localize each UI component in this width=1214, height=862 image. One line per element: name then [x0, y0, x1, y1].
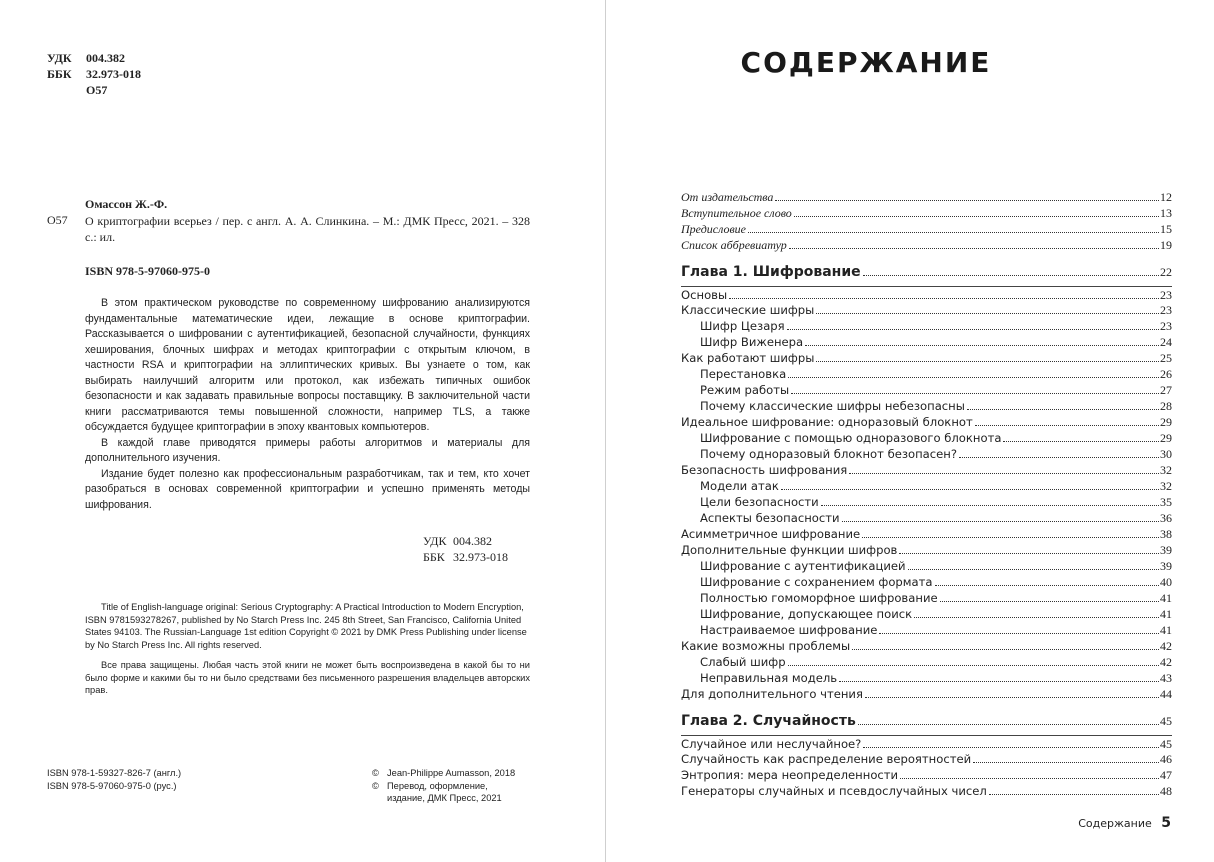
toc-page-number: 47 — [1160, 768, 1172, 782]
toc-leader-dots — [821, 505, 1159, 506]
toc-entry — [681, 511, 1172, 527]
toc-leader-dots — [791, 393, 1159, 394]
original-title-notice: Title of English-language original: Serious Cryptography: A Practical Introduction to Modern Encryption, ISBN 9781593278267, published by No Starch Press Inc. 245 8th Street, San Francisco, California United States 94103. The Russian-Language 1st edition Copyright © 2021 by DMK Press Publishing under license by No Starch Press Inc. All rights reserved. — [85, 602, 527, 651]
toc-entry-title: Слабый шифр — [700, 655, 786, 669]
toc-page-number: 39 — [1160, 543, 1172, 557]
isbn-main: ISBN 978-5-97060-975-0 — [85, 264, 210, 278]
toc-entry-title: Почему одноразовый блокнот безопасен? — [700, 447, 958, 461]
rights-notice: Все права защищены. Любая часть этой книги не может быть воспроизведена в какой бы то ни было форме и какими бы то ни было средствами без письменного разрешения владельцев авторских прав. — [85, 660, 530, 696]
toc-entry — [681, 383, 1172, 399]
toc-entry — [681, 190, 1172, 206]
toc-page-number: 41 — [1160, 591, 1172, 605]
toc-page-number: 19 — [1160, 238, 1172, 252]
toc-leader-dots — [729, 298, 1159, 299]
toc-page-number: 15 — [1160, 222, 1172, 236]
toc-entry-title: Идеальное шифрование: одноразовый блокнот — [681, 415, 973, 429]
toc-entry — [681, 479, 1172, 495]
toc-page-number: 25 — [1160, 351, 1172, 365]
toc-leader-dots — [858, 724, 1159, 725]
toc-leader-dots — [899, 553, 1159, 554]
toc-entry — [681, 752, 1172, 768]
toc-entry-title: Какие возможны проблемы — [681, 639, 851, 653]
classification-codes — [47, 50, 141, 98]
toc-page-number: 12 — [1160, 190, 1172, 204]
toc-entry — [681, 735, 1172, 752]
toc-entry-title: Модели атак — [700, 479, 779, 493]
code-row — [423, 533, 508, 549]
toc-entry — [681, 238, 1172, 254]
toc-entry-title: Безопасность шифрования — [681, 463, 848, 477]
toc-entry-title: Генераторы случайных и псевдослучайных чисел — [681, 784, 987, 798]
toc-entry — [681, 607, 1172, 623]
toc-leader-dots — [973, 762, 1159, 763]
toc-leader-dots — [940, 601, 1159, 602]
toc-leader-dots — [839, 681, 1159, 682]
toc-entry — [681, 559, 1172, 575]
toc-entry-title: Вступительное слово — [681, 206, 792, 220]
toc-page-number: 23 — [1160, 303, 1172, 317]
toc-entry — [681, 463, 1172, 479]
code-row — [47, 50, 141, 66]
table-of-contents — [681, 190, 1172, 800]
isbn-entry: ISBN 978-1-59327-826-7 (англ.) — [47, 768, 182, 778]
toc-entry-title: Перестановка — [700, 367, 787, 381]
right-page — [606, 0, 1214, 862]
code-key: УДК — [47, 51, 72, 65]
toc-entry — [681, 303, 1172, 319]
toc-entry-title: Шифрование с сохранением формата — [700, 575, 933, 589]
toc-leader-dots — [787, 329, 1159, 330]
toc-entry — [681, 431, 1172, 447]
copyright-text: Перевод, оформление, издание, ДМК Пресс, 2021 — [387, 780, 502, 804]
code-value: 32.973-018 — [453, 550, 508, 564]
toc-leader-dots — [775, 200, 1159, 201]
toc-entry — [681, 367, 1172, 383]
toc-leader-dots — [908, 569, 1159, 570]
toc-page-number: 41 — [1160, 607, 1172, 621]
toc-entry-title: Шифрование с помощью одноразового блокнота — [700, 431, 1002, 445]
code-value: 004.382 — [453, 534, 492, 548]
toc-page-number: 27 — [1160, 383, 1172, 397]
toc-entry-title: Шифрование с аутентификацией — [700, 559, 906, 573]
toc-entry-title: Полностью гомоморфное шифрование — [700, 591, 938, 605]
toc-entry — [681, 543, 1172, 559]
toc-entry — [681, 671, 1172, 687]
toc-page-number: 42 — [1160, 639, 1172, 653]
toc-page-number: 35 — [1160, 495, 1172, 509]
toc-entry — [681, 399, 1172, 415]
toc-entry-title: Шифр Цезаря — [700, 319, 785, 333]
isbn-entry: ISBN 978-5-97060-975-0 (рус.) — [47, 780, 177, 791]
toc-entry — [681, 575, 1172, 591]
toc-entry-title: Случайное или неслучайное? — [681, 737, 862, 751]
toc-entry — [681, 591, 1172, 607]
toc-page-number: 22 — [1160, 265, 1172, 279]
code-key: УДК — [423, 534, 447, 548]
code-key — [47, 82, 86, 98]
annotation-paragraph: Издание будет полезно как профессиональным разработчикам, так и тем, кто хочет разобраться в основах современной криптографии и успешно применять методы шифрования. — [85, 467, 530, 511]
copyright-entry — [372, 780, 527, 805]
toc-entry-title: Случайность как распределение вероятностей — [681, 752, 972, 766]
toc-entry-title: Глава 1. Шифрование — [681, 264, 861, 280]
toc-entry-title: Основы — [681, 288, 728, 302]
toc-leader-dots — [989, 794, 1159, 795]
author-heading: Омассон Ж.-Ф. — [85, 197, 168, 211]
code-row — [47, 82, 141, 98]
left-page — [0, 0, 605, 862]
toc-chapter-entry — [681, 713, 1172, 735]
toc-entry-title: Классические шифры — [681, 303, 815, 317]
toc-entry-title: Список аббревиатур — [681, 238, 787, 252]
toc-leader-dots — [865, 697, 1159, 698]
toc-leader-dots — [863, 275, 1159, 276]
toc-page-number: 26 — [1160, 367, 1172, 381]
toc-leader-dots — [967, 409, 1159, 410]
toc-page-number: 44 — [1160, 687, 1172, 701]
toc-leader-dots — [794, 216, 1159, 217]
toc-entry-title: Для дополнительного чтения — [681, 687, 863, 701]
code-row — [47, 66, 141, 82]
toc-entry-title: Шифр Виженера — [700, 335, 804, 349]
annotation — [85, 296, 530, 513]
toc-page-number: 13 — [1160, 206, 1172, 220]
toc-entry-title: Энтропия: мера неопределенности — [681, 768, 899, 782]
toc-entry-title: Цели безопасности — [700, 495, 819, 509]
page-number: 5 — [1161, 815, 1171, 831]
toc-entry — [681, 495, 1172, 511]
toc-entry-title: Неправильная модель — [700, 671, 838, 685]
toc-page-number: 43 — [1160, 671, 1172, 685]
toc-entry — [681, 639, 1172, 655]
toc-leader-dots — [935, 585, 1160, 586]
toc-leader-dots — [879, 633, 1159, 634]
toc-entry-title: Почему классические шифры небезопасны — [700, 399, 965, 413]
toc-leader-dots — [975, 425, 1159, 426]
code-value: 32.973-018 — [86, 67, 141, 81]
toc-page-number: 32 — [1160, 463, 1172, 477]
toc-entry — [681, 768, 1172, 784]
toc-page-number: 39 — [1160, 559, 1172, 573]
toc-page-number: 38 — [1160, 527, 1172, 541]
toc-page-number: 23 — [1160, 319, 1172, 333]
toc-chapter-entry — [681, 264, 1172, 286]
toc-entry-title: От издательства — [681, 190, 774, 204]
toc-page-number: 30 — [1160, 447, 1172, 461]
toc-entry-title: Как работают шифры — [681, 351, 815, 365]
toc-entry-title: Глава 2. Случайность — [681, 713, 856, 729]
toc-page-number: 42 — [1160, 655, 1172, 669]
code-key: ББК — [423, 550, 445, 564]
toc-page-number: 46 — [1160, 752, 1172, 766]
bibliographic-line: О криптографии всерьез / пер. с англ. А. А. Слинкина. – М.: ДМК Пресс, 2021. – 328 с.: ил. — [85, 214, 530, 244]
toc-leader-dots — [788, 377, 1159, 378]
copyright-list — [372, 767, 527, 805]
toc-leader-dots — [1003, 441, 1159, 442]
toc-entry — [681, 319, 1172, 335]
copyright-symbol: © — [372, 768, 379, 778]
toc-page-number: 28 — [1160, 399, 1172, 413]
toc-page-number: 40 — [1160, 575, 1172, 589]
toc-leader-dots — [748, 232, 1159, 233]
toc-entry-title: Настраиваемое шифрование — [700, 623, 878, 637]
toc-page-number: 29 — [1160, 431, 1172, 445]
toc-entry — [681, 351, 1172, 367]
toc-entry — [681, 286, 1172, 303]
toc-entry — [681, 655, 1172, 671]
toc-entry — [681, 415, 1172, 431]
toc-entry — [681, 623, 1172, 639]
toc-page-number: 41 — [1160, 623, 1172, 637]
toc-entry — [681, 687, 1172, 703]
copyright-entry — [372, 767, 527, 780]
toc-leader-dots — [816, 313, 1159, 314]
code-row — [423, 549, 508, 565]
toc-title: СОДЕРЖАНИЕ — [740, 46, 992, 79]
toc-leader-dots — [959, 457, 1159, 458]
toc-entry-title: Асимметричное шифрование — [681, 527, 861, 541]
toc-leader-dots — [781, 489, 1159, 490]
toc-leader-dots — [900, 778, 1159, 779]
toc-page-number: 36 — [1160, 511, 1172, 525]
annotation-paragraph: В этом практическом руководстве по современному шифрованию анализируются фундаментальные математические идеи, лежащие в основе криптографии. Рассказывается о шифровании с аутентификацией, безопасной случайности, функциях хеширования, блочных шифрах и методах криптографии с открытым ключом, в частности RSA и криптографии на эллиптических кривых. Вы узнаете о том, как выбирать наилучший алгоритм или протокол, как избежать типичных ошибок безопасности и как задавать правильные вопросы поставщику. В заключительной части книги рассматриваются темы повышенной сложности, например TLS, а также обсуждается будущее криптографии в эпоху квантовых компьютеров. — [85, 297, 530, 433]
code-key: ББК — [47, 67, 72, 81]
book-code-mark: О57 — [47, 213, 68, 227]
toc-entry — [681, 206, 1172, 222]
toc-entry-title: Режим работы — [700, 383, 790, 397]
toc-entry-title: Шифрование, допускающее поиск — [700, 607, 913, 621]
toc-leader-dots — [805, 345, 1159, 346]
toc-leader-dots — [842, 521, 1159, 522]
toc-page-number: 45 — [1160, 737, 1172, 751]
toc-entry — [681, 527, 1172, 543]
toc-entry — [681, 447, 1172, 463]
annotation-paragraph: В каждой главе приводятся примеры работы алгоритмов и материалы для дополнительного изучения. — [85, 436, 530, 464]
toc-leader-dots — [789, 248, 1159, 249]
toc-page-number: 48 — [1160, 784, 1172, 798]
toc-leader-dots — [816, 361, 1159, 362]
page-footer — [1078, 815, 1171, 831]
toc-page-number: 29 — [1160, 415, 1172, 429]
toc-entry — [681, 335, 1172, 351]
toc-entry-title: Аспекты безопасности — [700, 511, 840, 525]
toc-leader-dots — [788, 665, 1159, 666]
toc-leader-dots — [852, 649, 1159, 650]
classification-codes-bottom — [423, 533, 508, 565]
copyright-symbol: © — [372, 780, 379, 791]
toc-entry — [681, 784, 1172, 800]
toc-leader-dots — [862, 537, 1159, 538]
toc-entry-title: Предисловие — [681, 222, 747, 236]
toc-leader-dots — [914, 617, 1159, 618]
code-value: 004.382 — [86, 51, 125, 65]
toc-page-number: 24 — [1160, 335, 1172, 349]
running-footer-label: Содержание — [1078, 817, 1152, 830]
toc-page-number: 23 — [1160, 288, 1172, 302]
toc-page-number: 45 — [1160, 714, 1172, 728]
toc-leader-dots — [849, 473, 1159, 474]
toc-entry-title: Дополнительные функции шифров — [681, 543, 898, 557]
code-value: О57 — [86, 83, 108, 97]
toc-page-number: 32 — [1160, 479, 1172, 493]
toc-entry — [681, 222, 1172, 238]
toc-leader-dots — [863, 747, 1159, 748]
isbn-list — [47, 767, 181, 792]
copyright-text: Jean-Philippe Aumasson, 2018 — [387, 768, 516, 778]
